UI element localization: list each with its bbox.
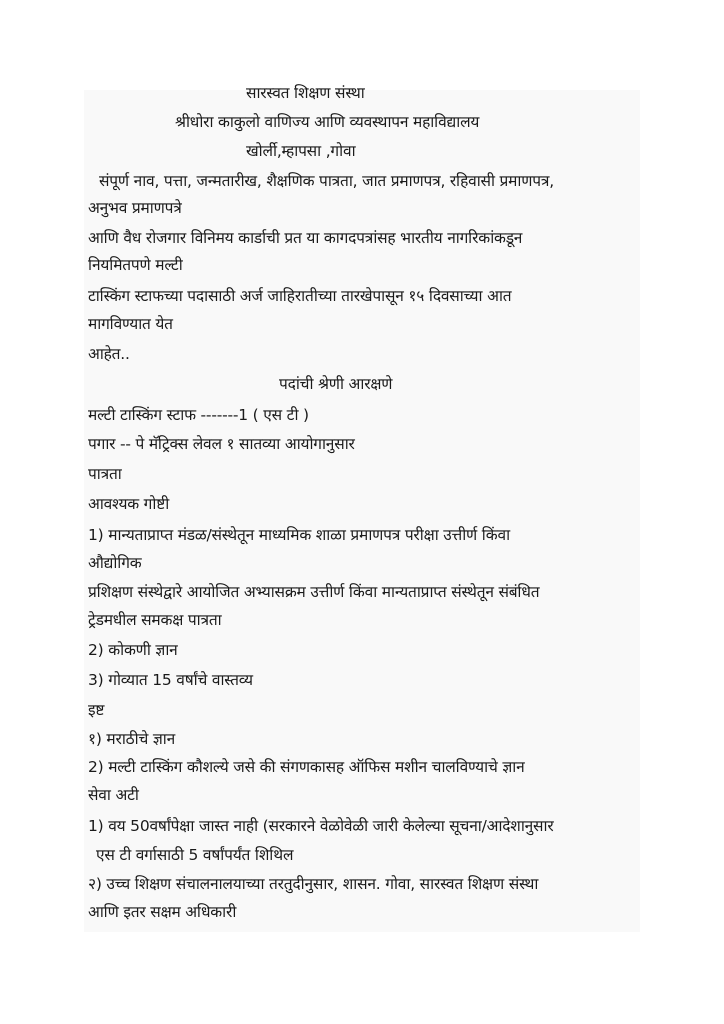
text-line: पात्रता	[88, 465, 122, 483]
text-line: औद्योगिक	[88, 554, 142, 572]
text-line: आवश्यक गोष्टी	[88, 495, 170, 513]
text-line: 3) गोव्यात 15 वर्षांचे वास्तव्य	[88, 671, 253, 689]
text-line: 1) मान्यताप्राप्त मंडळ/संस्थेतून माध्यमिक शाळा प्रमाणपत्र परीक्षा उत्तीर्ण किंवा	[88, 526, 510, 544]
text-line: मल्टी टास्किंग स्टाफ -------1 ( एस टी )	[88, 406, 309, 424]
college-location: खोर्ली,म्हापसा ,गोवा	[246, 142, 356, 160]
text-line: 2) कोकणी ज्ञान	[88, 641, 178, 659]
college-name: श्रीधोरा काकुलो वाणिज्य आणि व्यवस्थापन महाविद्यालय	[175, 113, 480, 131]
text-line: टास्किंग स्टाफच्या पदासाठी अर्ज जाहिरातीच्या तारखेपासून १५ दिवसाच्या आत	[88, 287, 512, 305]
text-line: 2) मल्टी टास्किंग कौशल्ये जसे की संगणकासह ऑफिस मशीन चालविण्याचे ज्ञान	[88, 758, 525, 776]
text-line: आणि वैध रोजगार विनिमय कार्डाची प्रत या कागदपत्रांसह भारतीय नागरिकांकडून	[88, 229, 523, 247]
text-line: अनुभव प्रमाणपत्रे	[88, 199, 182, 217]
institution-name: सारस्वत शिक्षण संस्था	[246, 84, 365, 102]
text-line: १) मराठीचे ज्ञान	[88, 730, 175, 748]
text-line: सेवा अटी	[88, 786, 139, 804]
text-line: प्रशिक्षण संस्थेद्वारे आयोजित अभ्यासक्रम उत्तीर्ण किंवा मान्यताप्राप्त संस्थेतून संबंधित	[88, 583, 540, 601]
text-line: पगार -- पे मॅट्रिक्स लेवल १ सातव्या आयोगानुसार	[88, 435, 355, 453]
text-line: एस टी वर्गासाठी 5 वर्षांपर्यंत शिथिल	[96, 846, 294, 864]
text-line: नियमितपणे मल्टी	[88, 256, 183, 274]
text-line: इष्ट	[88, 701, 105, 719]
text-line: मागविण्यात येत	[88, 315, 173, 333]
text-line: संपूर्ण नाव, पत्ता, जन्मतारीख, शैक्षणिक पात्रता, जात प्रमाणपत्र, रहिवासी प्रमाणपत्र,	[99, 172, 554, 190]
text-line: ट्रेडमधील समकक्ष पात्रता	[88, 611, 222, 629]
text-line: आहेत..	[88, 345, 130, 363]
text-line: २) उच्च शिक्षण संचालनालयाच्या तरतुदीनुसार, शासन. गोवा, सारस्वत शिक्षण संस्था	[88, 875, 539, 893]
post-heading: पदांची श्रेणी आरक्षणे	[279, 375, 393, 393]
text-line: आणि इतर सक्षम अधिकारी	[88, 903, 237, 921]
text-line: 1) वय 50वर्षांपेक्षा जास्त नाही (सरकारने वेळोवेळी जारी केलेल्या सूचना/आदेशानुसार	[88, 817, 554, 835]
